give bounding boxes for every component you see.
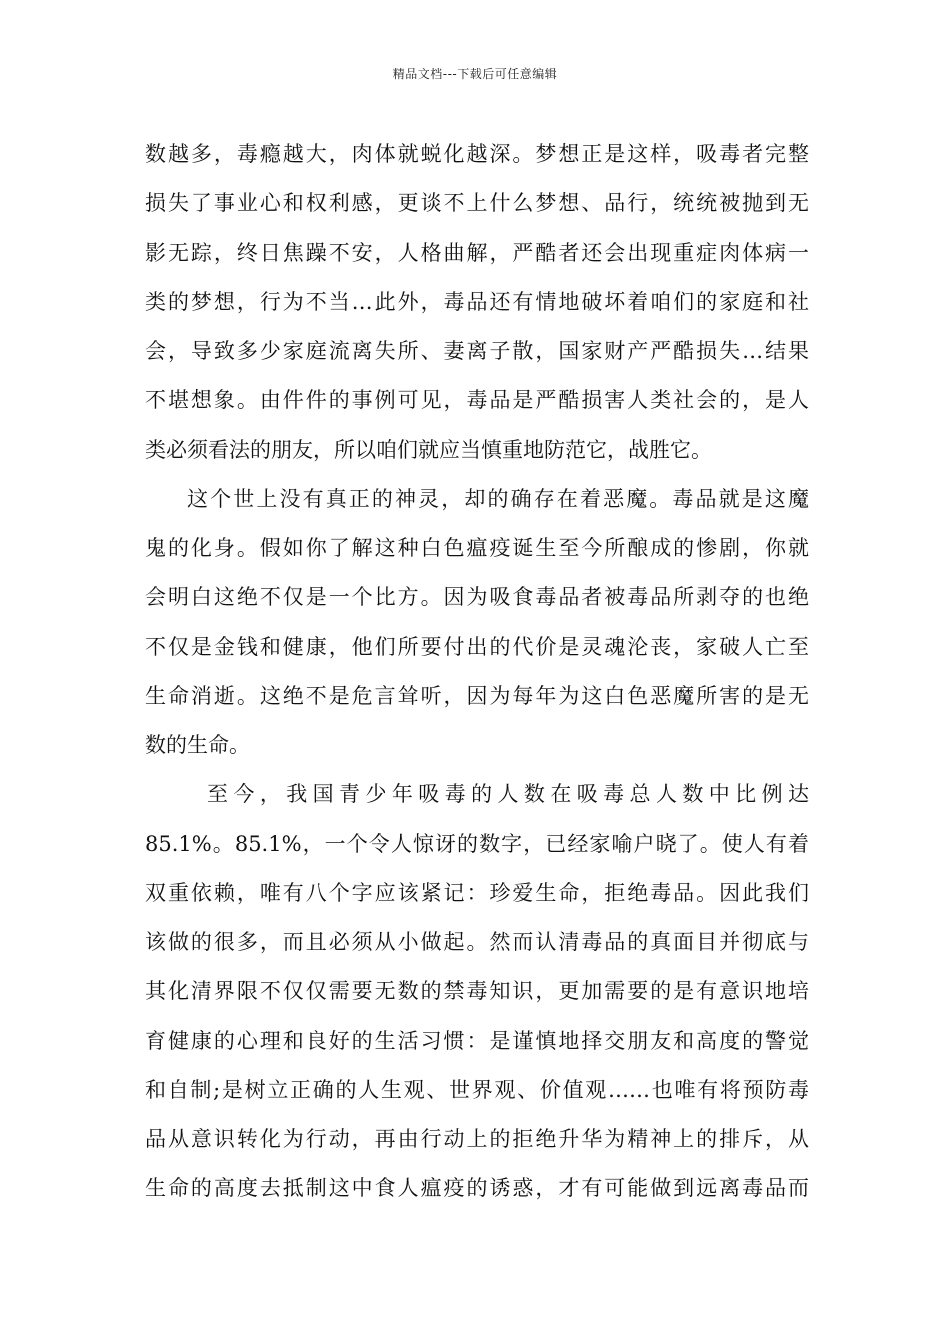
text-line: 其化清界限不仅仅需要无数的禁毒知识，更加需要的是有意识地培	[145, 979, 809, 1004]
text-line: 不仅是金钱和健康，他们所要付出的代价是灵魂沦丧，家破人亡至	[145, 634, 809, 659]
text-line: 和自制;是树立正确的人生观、世界观、价值观……也唯有将预防毒	[145, 1077, 809, 1102]
text-line: 生命消逝。这绝不是危言耸听，因为每年为这白色恶魔所害的是无	[145, 683, 809, 708]
text-line: 生命的高度去抵制这中食人瘟疫的诱惑，才有可能做到远离毒品而	[145, 1176, 809, 1201]
text-line: 这个世上没有真正的神灵，却的确存在着恶魔。毒品就是这魔	[187, 486, 809, 511]
text-line: 损失了事业心和权利感，更谈不上什么梦想、品行，统统被抛到无	[145, 191, 809, 216]
text-line: 至今，我国青少年吸毒的人数在吸毒总人数中比例达	[207, 782, 809, 807]
text-line: 类的梦想，行为不当…此外，毒品还有情地破坏着咱们的家庭和社	[145, 289, 809, 314]
text-line: 影无踪，终日焦躁不安，人格曲解，严酷者还会出现重症肉体病一	[145, 240, 809, 265]
text-line: 品从意识转化为行动，再由行动上的拒绝升华为精神上的排斥，从	[145, 1127, 809, 1151]
text-line: 鬼的化身。假如你了解这种白色瘟疫诞生至今所酿成的惨剧，你就	[145, 536, 809, 560]
page-header: 精品文档---下载后可任意编辑	[392, 67, 558, 81]
text-line: 数的生命。	[145, 733, 250, 757]
text-line: 不堪想象。由件件的事例可见，毒品是严酷损害人类社会的，是人	[145, 388, 809, 413]
text-line: 数越多，毒瘾越大，肉体就蜕化越深。梦想正是这样，吸毒者完整	[145, 142, 809, 166]
text-line: 会，导致多少家庭流离失所、妻离子散，国家财产严酷损失…结果	[145, 339, 809, 363]
text-line: 85.1%。85.1%，一个令人惊讶的数字，已经家喻户晓了。使人有着	[145, 831, 809, 856]
document-body	[145, 130, 809, 1214]
text-line: 会明白这绝不仅是一个比方。因为吸食毒品者被毒品所剥夺的也绝	[145, 585, 809, 610]
text-line: 类必须看法的朋友，所以咱们就应当慎重地防范它，战胜它。	[145, 437, 712, 462]
text-line: 育健康的心理和良好的生活习惯：是谨慎地择交朋友和高度的警觉	[145, 1028, 809, 1053]
text-line: 双重依赖，唯有八个字应该紧记：珍爱生命，拒绝毒品。因此我们	[145, 880, 809, 905]
text-line: 该做的很多，而且必须从小做起。然而认清毒品的真面目并彻底与	[145, 930, 809, 954]
